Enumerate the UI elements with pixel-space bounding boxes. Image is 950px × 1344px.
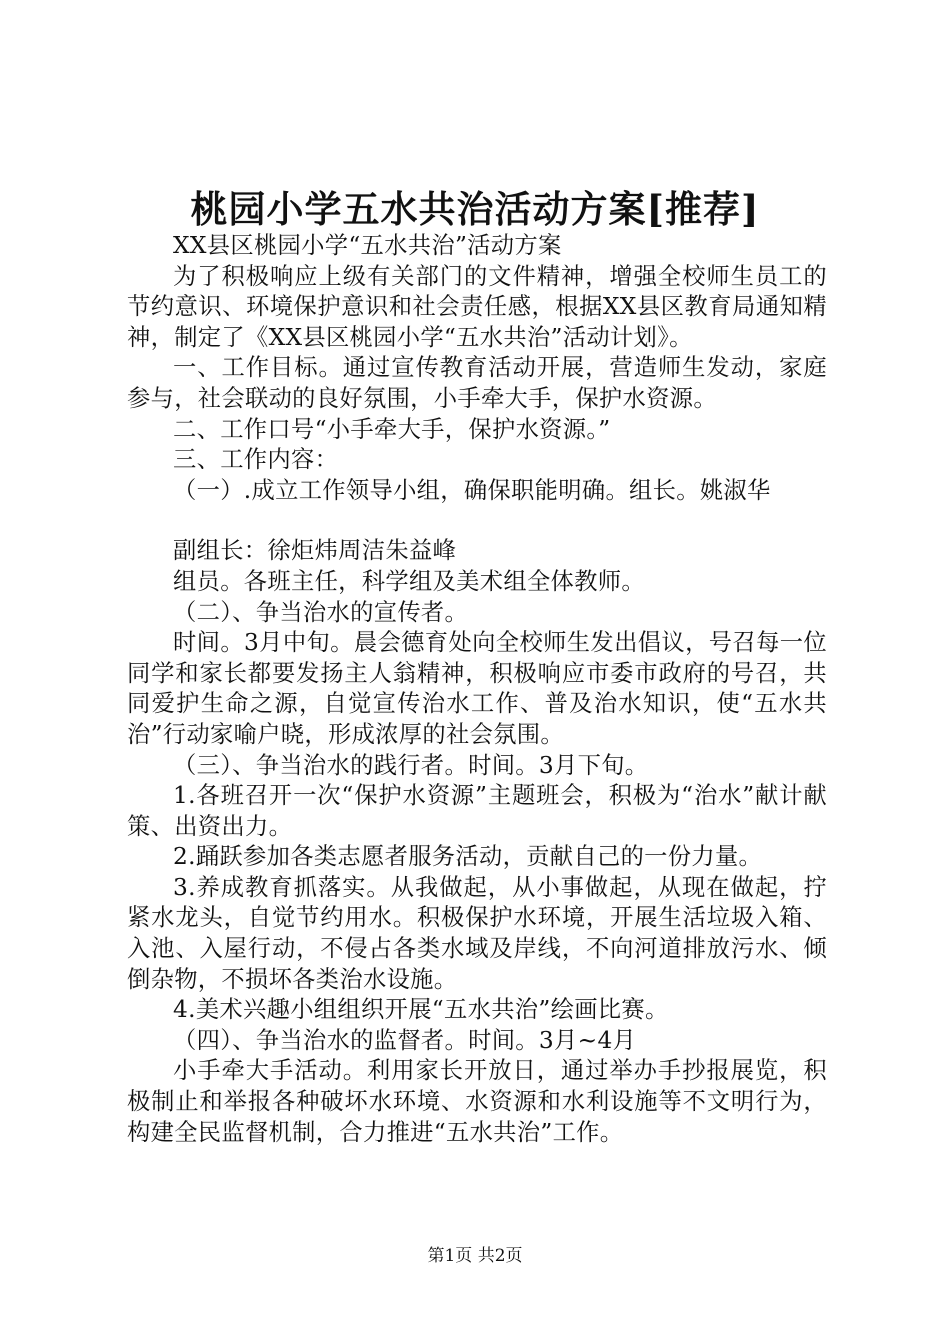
section-2-paragraph: 时间。3月中旬。晨会德育处向全校师生发出倡议，号召每一位同学和家长都要发扬主人翁精神，积极响应市委市政府的号召，共同爱护生命之源，自觉宣传治水工作、普及治水知识，使“五水共治”行动家喻户晓，形成浓厚的社会氛围。: [127, 629, 827, 748]
section-2-heading: （二）、争当治水的宣传者。: [173, 598, 469, 626]
leadership-group-paragraph: （一）.成立工作领导小组，确保职能明确。组长。姚淑华: [173, 476, 771, 504]
page-footer: 第1页 共2页: [427, 1246, 523, 1266]
section-3-item-2: 2.踊跃参加各类志愿者服务活动，贡献自己的一份力量。: [173, 843, 763, 871]
goal-paragraph: 一、工作目标。通过宣传教育活动开展，营造师生发动，家庭参与，社会联动的良好氛围，小手牵大手，保护水资源。: [127, 354, 827, 412]
document-title: 桃园小学五水共治活动方案[推荐]: [190, 187, 760, 231]
section-3-item-1: 1.各班召开一次“保护水资源”主题班会，积极为“治水”献计献策、出资出力。: [127, 782, 827, 840]
section-3-item-3: 3.养成教育抓落实。从我做起，从小事做起，从现在做起，拧紧水龙头，自觉节约用水。积极保护水环境，开展生活垃圾入箱、入池、入屋行动，不侵占各类水域及岸线，不向河道排放污水、倾倒杂物，不损坏各类治水设施。: [127, 873, 827, 993]
section-4-heading: （四）、争当治水的监督者。时间。3月~4月: [173, 1026, 637, 1054]
subtitle-line: XX县区桃园小学“五水共治”活动方案: [173, 232, 562, 259]
section-3-item-4: 4.美术兴趣小组组织开展“五水共治”绘画比赛。: [173, 996, 669, 1024]
intro-paragraph: 为了积极响应上级有关部门的文件精神，增强全校师生员工的节约意识、环境保护意识和社会责任感，根据XX县区教育局通知精神，制定了《XX县区桃园小学“五水共治”活动计划》。: [127, 262, 827, 351]
content-heading: 三、工作内容：: [173, 446, 339, 474]
section-4-paragraph: 小手牵大手活动。利用家长开放日，通过举办手抄报展览，积极制止和举报各种破坏水环境、水资源和水利设施等不文明行为，构建全民监督机制，合力推进“五水共治”工作。: [127, 1057, 827, 1146]
deputy-leaders-paragraph: 副组长：徐炬炜周洁朱益峰: [173, 537, 457, 565]
members-paragraph: 组员。各班主任，科学组及美术组全体教师。: [173, 567, 645, 595]
section-3-heading: （三）、争当治水的践行者。时间。3月下旬。: [173, 751, 649, 779]
document-body: [127, 231, 827, 1148]
slogan-paragraph: 二、工作口号“小手牵大手，保护水资源。”: [173, 415, 611, 443]
